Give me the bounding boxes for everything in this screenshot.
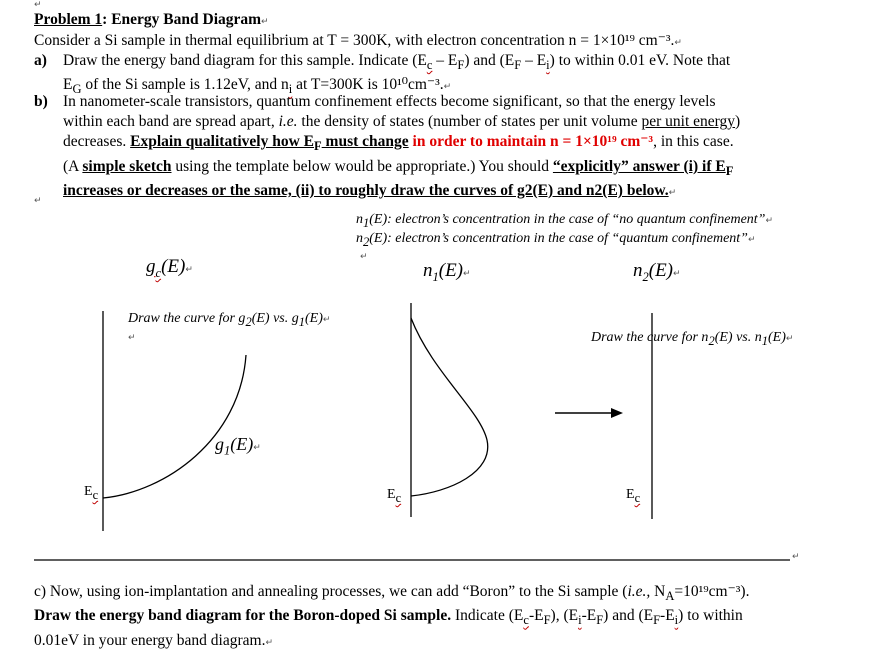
part-a-text: – E — [432, 52, 458, 69]
gc-label — [146, 256, 193, 281]
g1-curve — [103, 355, 246, 498]
subscript: 2 — [245, 314, 252, 329]
subscript: i — [578, 613, 582, 628]
paragraph-mark: ↵ — [322, 315, 331, 325]
subscript: 2 — [363, 234, 370, 249]
subscript: F — [543, 613, 551, 628]
n1-curve — [411, 318, 488, 496]
part-b-text: within each band are spread apart, — [63, 113, 279, 131]
paragraph-mark: ↵ — [128, 333, 136, 343]
part-b-text: using the template below would be appropriate.) You should — [171, 157, 553, 175]
subscript: i — [288, 82, 293, 97]
note-symbol: n — [356, 212, 363, 227]
part-a-text: – E — [521, 52, 547, 69]
subscript: c — [92, 487, 99, 502]
instr-text: (E) — [767, 330, 786, 345]
instr-text: Draw the curve for g — [128, 311, 246, 326]
subscript: c — [155, 265, 162, 280]
part-b-emphasis: simple sketch — [82, 157, 172, 175]
subscript: F — [457, 58, 465, 73]
part-c — [34, 582, 846, 653]
subscript: 1 — [761, 333, 768, 348]
part-c-text: -E — [660, 607, 675, 625]
part-b-emphasis: Explain qualitatively how E — [130, 133, 315, 151]
paragraph-mark: ↵ — [674, 38, 682, 48]
note-symbol: n — [356, 231, 363, 246]
part-c-text: ) to within — [678, 607, 743, 625]
paragraph-mark: ↵ — [673, 269, 681, 279]
note-text: (E): electron’s concentration in the case of “no quantum confinement” — [369, 212, 766, 227]
instruction-left — [128, 311, 330, 330]
subscript: c — [523, 613, 529, 628]
label-text: (E) — [648, 260, 674, 281]
part-c-text: Indicate (E — [451, 607, 524, 625]
instruction-right — [591, 330, 793, 349]
part-c-text: c) Now, using ion-implantation and annealing processes, we can add “Boron” to the Si sample ( — [34, 583, 628, 600]
subscript: c — [426, 58, 433, 73]
paragraph-mark: ↵ — [443, 82, 452, 93]
part-b-text: (A — [63, 157, 83, 175]
subscript: F — [514, 58, 522, 73]
part-b — [34, 92, 875, 203]
label-symbol: g — [215, 434, 224, 454]
part-b-text: In nanometer-scale transistors, quantum confinement effects become significant, so that the energy levels — [63, 93, 716, 110]
note-n2 — [356, 231, 756, 250]
intro-text: Consider a Si sample in thermal equilibrium at T = 300K, with electron concentration n = 1×10¹⁹ cm⁻³. — [34, 32, 675, 49]
part-a-text: at T=300K is 10¹⁰cm⁻³. — [292, 76, 444, 94]
ec-symbol: E — [626, 487, 635, 502]
subscript: G — [72, 82, 82, 97]
ec-label-left — [84, 484, 98, 503]
subscript: F — [653, 613, 661, 628]
part-b-emphasis: “explicitly” answer (i) if E — [552, 157, 726, 175]
paragraph-mark: ↵ — [747, 235, 756, 245]
part-b-text: decreases. — [63, 133, 131, 151]
part-b-text: i.e. — [278, 113, 298, 131]
paragraph-mark: ↵ — [34, 0, 42, 10]
paragraph-mark: ↵ — [360, 252, 368, 262]
arrow-head — [611, 408, 623, 418]
subscript: 1 — [363, 215, 370, 230]
part-c-text: -E — [528, 607, 544, 625]
subscript: i — [546, 58, 550, 73]
paragraph-mark: ↵ — [668, 188, 677, 198]
label-symbol: n — [423, 260, 433, 281]
problem-title-rest: : Energy Band Diagram — [102, 11, 262, 28]
paragraph-mark: ↵ — [265, 637, 273, 648]
ec-label-right — [626, 487, 640, 506]
part-b-text: per unit energy — [641, 113, 736, 131]
problem-intro — [34, 31, 846, 53]
instr-text: Draw the curve for n — [591, 330, 709, 345]
part-a-letter: a) — [34, 52, 47, 69]
label-text: (E) — [438, 260, 464, 281]
part-b-emphasis: must change — [321, 133, 409, 151]
label-text: (E) — [230, 434, 254, 454]
subscript: 1 — [432, 269, 439, 284]
ec-symbol: E — [84, 484, 93, 499]
part-a-text: of the Si sample is 1.12eV, and n — [81, 76, 289, 94]
paragraph-mark: ↵ — [185, 265, 193, 275]
subscript: i — [674, 613, 679, 628]
part-c-text: ), (E — [550, 607, 579, 625]
instr-text: (E) vs. g — [251, 311, 299, 326]
subscript: 1 — [298, 314, 305, 329]
paragraph-mark: ↵ — [261, 17, 269, 27]
part-a-text: Draw the energy band diagram for this sample. Indicate (E — [63, 52, 427, 69]
part-a-text: ) to within 0.01 eV. Note that — [549, 52, 731, 69]
ec-label-middle — [387, 487, 401, 506]
part-c-text: N — [650, 583, 666, 600]
part-b-letter: b) — [34, 93, 48, 110]
subscript: c — [634, 490, 641, 505]
note-text: (E): electron’s concentration in the case of “quantum confinement” — [369, 231, 748, 246]
part-c-text: ) and (E — [603, 607, 654, 625]
label-text: (E) — [161, 256, 186, 277]
label-symbol: n — [633, 260, 643, 281]
part-b-text: ) — [735, 113, 741, 131]
part-b-text: , in this case. — [653, 133, 734, 151]
part-c-text: 0.01eV in your energy band diagram. — [34, 631, 266, 649]
paragraph-mark: ↵ — [34, 196, 42, 206]
part-c-text: =10¹⁹cm⁻³). — [674, 583, 750, 600]
label-symbol: g — [146, 256, 156, 277]
part-b-emphasis: increases or decreases or the same, (ii) to roughly draw the curves of g2(E) and n2(E) below. — [63, 182, 669, 199]
n2-label — [633, 260, 681, 285]
paragraph-mark: ↵ — [792, 552, 800, 562]
paragraph-mark: ↵ — [765, 216, 774, 226]
subscript: c — [395, 490, 402, 505]
part-c-text: i.e., — [627, 583, 651, 600]
subscript: 2 — [642, 269, 649, 284]
ec-symbol: E — [387, 487, 396, 502]
paragraph-mark: ↵ — [463, 269, 471, 279]
part-b-red-text: in order to maintain n = 1×10¹⁹ cm⁻³ — [408, 133, 654, 151]
problem-heading — [34, 10, 846, 32]
part-b-text: the density of states (number of states per unit volume — [297, 113, 642, 131]
subscript: A — [665, 589, 675, 604]
instr-text: (E) vs. n — [714, 330, 762, 345]
part-c-emphasis: Draw the energy band diagram for the Boron-doped Si sample. — [34, 607, 452, 625]
problem-title: Problem 1 — [34, 11, 103, 28]
subscript: 2 — [708, 333, 715, 348]
part-c-text: -E — [581, 607, 597, 625]
part-a-text: E — [63, 76, 73, 94]
part-a-text: ) and (E — [464, 52, 515, 69]
paragraph-mark: ↵ — [253, 443, 261, 453]
subscript: F — [725, 163, 734, 178]
n1-label — [423, 260, 471, 285]
paragraph-mark: ↵ — [785, 334, 794, 344]
note-n1 — [356, 212, 773, 231]
subscript: F — [314, 139, 322, 154]
subscript: 1 — [224, 443, 231, 458]
subscript: F — [596, 613, 604, 628]
instr-text: (E) — [304, 311, 323, 326]
g1-label — [215, 434, 261, 459]
